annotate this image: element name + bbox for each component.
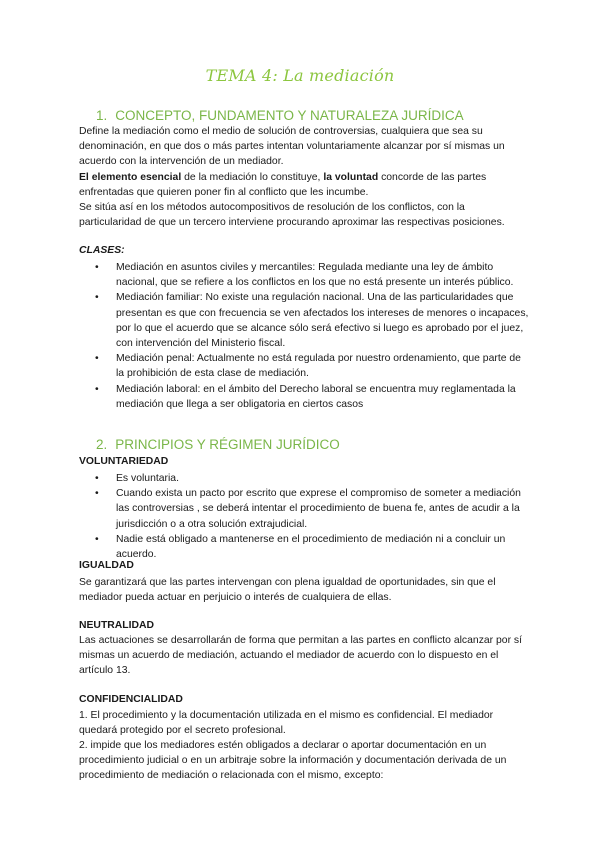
bullet-icon: •: [95, 383, 99, 395]
list-item: [79, 471, 531, 486]
section-1-paragraph-autocompositivos: Se sitúa así en los métodos autocompositivos de resolución de los conflictos, con la particularidad de que un tercero interviene procurando aproximar las respectivas posiciones.: [79, 202, 505, 229]
confidencialidad-label: CONFIDENCIALIDAD: [79, 694, 183, 705]
page-title: TEMA 4: La mediación: [205, 66, 395, 85]
igualdad-label: IGUALDAD: [79, 560, 134, 571]
clases-label: CLASES:: [79, 245, 125, 256]
list-item-text: Mediación en asuntos civiles y mercantiles: Regulada mediante una ley de ámbito nacional, que se refiere a los conflictos en los que no está presente un interés público.: [116, 262, 514, 289]
igualdad-text: Se garantizará que las partes intervengan con plena igualdad de oportunidades, sin que el mediador pueda actuar en perjuicio o interés de cualquiera de ellas.: [79, 577, 496, 604]
voluntariedad-list: [79, 471, 531, 562]
list-item: [79, 260, 531, 290]
list-item-text: Mediación familiar: No existe una regulación nacional. Una de las particularidades que presentan es que con frecuencia se ven afectados los intereses de menores o incapaces, por lo que el acuerdo que se alcance sólo será efectivo si luego es aprobado por el juez, con intervención del Ministerio fiscal.: [116, 292, 529, 350]
list-item-text: Mediación laboral: en el ámbito del Derecho laboral se encuentra muy reglamentada la mediación que llega a ser obligatoria en ciertos casos: [116, 383, 516, 410]
bullet-icon: •: [95, 533, 99, 545]
list-item-text: Cuando exista un pacto por escrito que exprese el compromiso de someter a mediación las controversias , se deberá intentar el procedimiento de buena fe, antes de acudir a la jurisdicción o a otra solución extrajudicial.: [116, 488, 521, 530]
list-item: [79, 290, 531, 351]
clases-list: [79, 260, 531, 412]
list-item: [79, 382, 531, 412]
neutralidad-label: NEUTRALIDAD: [79, 620, 155, 631]
section-1-number: 1.: [96, 108, 108, 123]
text-fragment: concorde de las partes enfrentadas que quieren poner fin al conflicto que les incumbe.: [79, 172, 487, 199]
section-2-heading: [96, 437, 340, 452]
bullet-icon: •: [95, 353, 99, 365]
section-1-paragraph-elemento: [79, 170, 529, 200]
confidencialidad-point-1: 1. El procedimiento y la documentación utilizada en el mismo es confidencial. El mediador quedará protegido por el secreto profesional.: [79, 710, 494, 737]
bullet-icon: •: [95, 262, 99, 273]
confidencialidad-point-2: 2. impide que los mediadores estén obligados a declarar o aportar documentación en un procedimiento judicial o en un arbitraje sobre la información y documentación derivada de un procedimiento de mediación o relacionada con el mismo, excepto:: [79, 740, 507, 782]
bullet-icon: •: [95, 473, 99, 484]
list-item-text: Mediación penal: Actualmente no está regulada por nuestro ordenamiento, que parte de la prohibición de esta clase de mediación.: [116, 353, 521, 380]
list-item-text: Nadie está obligado a mantenerse en el procedimiento de mediación ni a concluir un acuerdo.: [116, 533, 506, 561]
section-1-title: CONCEPTO, FUNDAMENTO Y NATURALEZA JURÍDICA: [115, 108, 464, 123]
section-2-number: 2.: [96, 437, 108, 452]
list-item: [79, 532, 531, 562]
list-item: [79, 486, 531, 532]
section-1-paragraph-definition: Define la mediación como el medio de solución de controversias, cualquiera que sea su denominación, en que dos o más partes intentan voluntariamente alcanzar por sí mismas un acuerdo con la intervención de un mediador.: [79, 126, 505, 168]
list-item-text: Es voluntaria.: [116, 473, 179, 484]
voluntariedad-label: VOLUNTARIEDAD: [79, 456, 169, 467]
section-2-title: PRINCIPIOS Y RÉGIMEN JURÍDICO: [115, 437, 340, 452]
bullet-icon: •: [95, 488, 99, 500]
list-item: [79, 351, 531, 381]
text-fragment: de la mediación lo constituye,: [181, 172, 324, 183]
bold-la-voluntad: la voluntad: [323, 172, 379, 183]
section-1-heading: [96, 108, 464, 123]
neutralidad-text: Las actuaciones se desarrollarán de forma que permitan a las partes en conflicto alcanzar por sí mismas un acuerdo de mediación, actuando el mediador de acuerdo con lo dispuesto en el artículo 13.: [79, 635, 522, 677]
bold-elemento-esencial: El elemento esencial: [79, 172, 182, 183]
bullet-icon: •: [95, 292, 99, 304]
